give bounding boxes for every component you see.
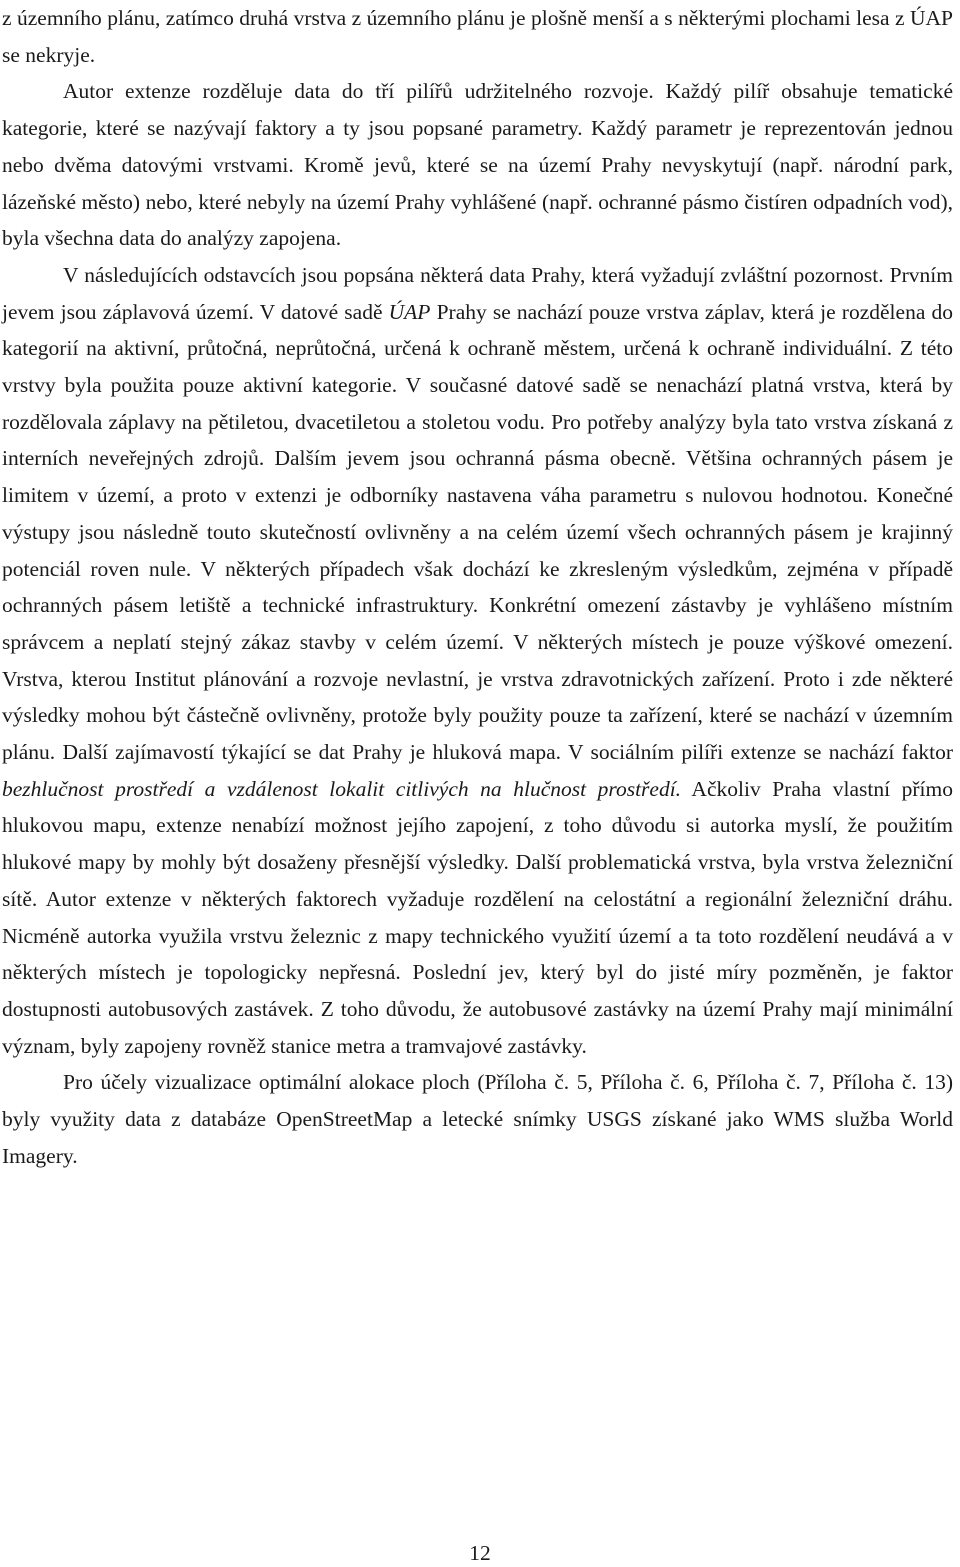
- italic-text: ÚAP: [388, 299, 431, 324]
- paragraph: [2, 0, 953, 73]
- text-run: V následujících odstavcích jsou popsána některá data Prahy, která vyžadují zvláštní pozornost. Prvním jevem jsou záplavová území. V datové sadě: [2, 262, 953, 324]
- text-run: Prahy se nachází pouze vrstva záplav, která je rozdělena do kategorií na aktivní, průtočná, neprůtočná, určená k ochraně městem, určená k ochraně individuální. Z této vrstvy byla použita pouze aktivní kategorie. V současné datové sadě se nenachází platná vrstva, která by rozdělovala záplavy na pětiletou, dvacetiletou a stoletou vodu. Pro potřeby analýzy byla tato vrstva získaná z interních neveřejných zdrojů. Dalším jevem jsou ochranná pásma obecně. Většina ochranných pásem je limitem v území, a proto v extenzi je odborníky nastavena váha parametru s nulovou hodnotou. Konečné výstupy jsou následně touto skutečností ovlivněny a na celém území všech ochranných pásem je krajinný potenciál roven nule. V některých případech však dochází ke zkresleným výsledkům, zejména v případě ochranných pásem letiště a technické infrastruktury. Konkrétní omezení zástavby je vyhlášeno místním správcem a neplatí stejný zákaz stavby v celém území. V některých místech je pouze výškové omezení. Vrstva, kterou Institut plánování a rozvoje nevlastní, je vrstva zdravotnických zařízení. Proto i zde některé výsledky mohou být částečně ovlivněny, protože byly použity pouze ta zařízení, které se nachází v územním plánu. Další zajímavostí týkající se dat Prahy je hluková mapa. V sociálním pilíři extenze se nachází faktor: [2, 299, 953, 765]
- text-run: Ačkoliv Praha vlastní přímo hlukovou mapu, extenze nenabízí možnost jejího zapojení, z toho důvodu si autorka myslí, že použitím hlukové mapy by mohly být dosaženy přesnější výsledky. Další problematická vrstva, byla vrstva železniční sítě. Autor extenze v některých faktorech vyžaduje rozdělení na celostátní a regionální železniční dráhu. Nicméně autorka využila vrstvu železnic z mapy technického využití území a ta toto rozdělení neudává a v některých místech je topologicky nepřesná. Poslední jev, který byl do jisté míry pozměněn, je faktor dostupnosti autobusových zastávek. Z toho důvodu, že autobusové zastávky na území Prahy mají minimální význam, byly zapojeny rovněž stanice metra a tramvajové zastávky.: [2, 776, 954, 1058]
- page-number: 12: [469, 1541, 491, 1565]
- paragraph: [2, 257, 953, 1064]
- paragraph: [2, 73, 953, 257]
- text-run: Pro účely vizualizace optimální alokace ploch (Příloha č. 5, Příloha č. 6, Příloha č. 7, Příloha č. 13) byly využity data z databáze OpenStreetMap a letecké snímky USGS získané jako WMS služba World Imagery.: [2, 1070, 953, 1168]
- italic-text: bezhlučnost prostředí a vzdálenost lokalit citlivých na hlučnost prostředí.: [2, 776, 682, 801]
- body-text: [2, 0, 953, 1175]
- text-run: Autor extenze rozděluje data do tří pilířů udržitelného rozvoje. Každý pilíř obsahuje tematické kategorie, které se nazývají faktory a ty jsou popsané parametry. Každý parametr je reprezentován jednou nebo dvěma datovými vrstvami. Kromě jevů, které se na území Prahy nevyskytují (např. národní park, lázeňské město) nebo, které nebyly na území Prahy vyhlášené (např. ochranné pásmo čistíren odpadních vod), byla všechna data do analýzy zapojena.: [2, 79, 953, 251]
- paragraph: [2, 1064, 953, 1174]
- text-run: z územního plánu, zatímco druhá vrstva z územního plánu je plošně menší a s některými plochami lesa z ÚAP se nekryje.: [2, 6, 953, 67]
